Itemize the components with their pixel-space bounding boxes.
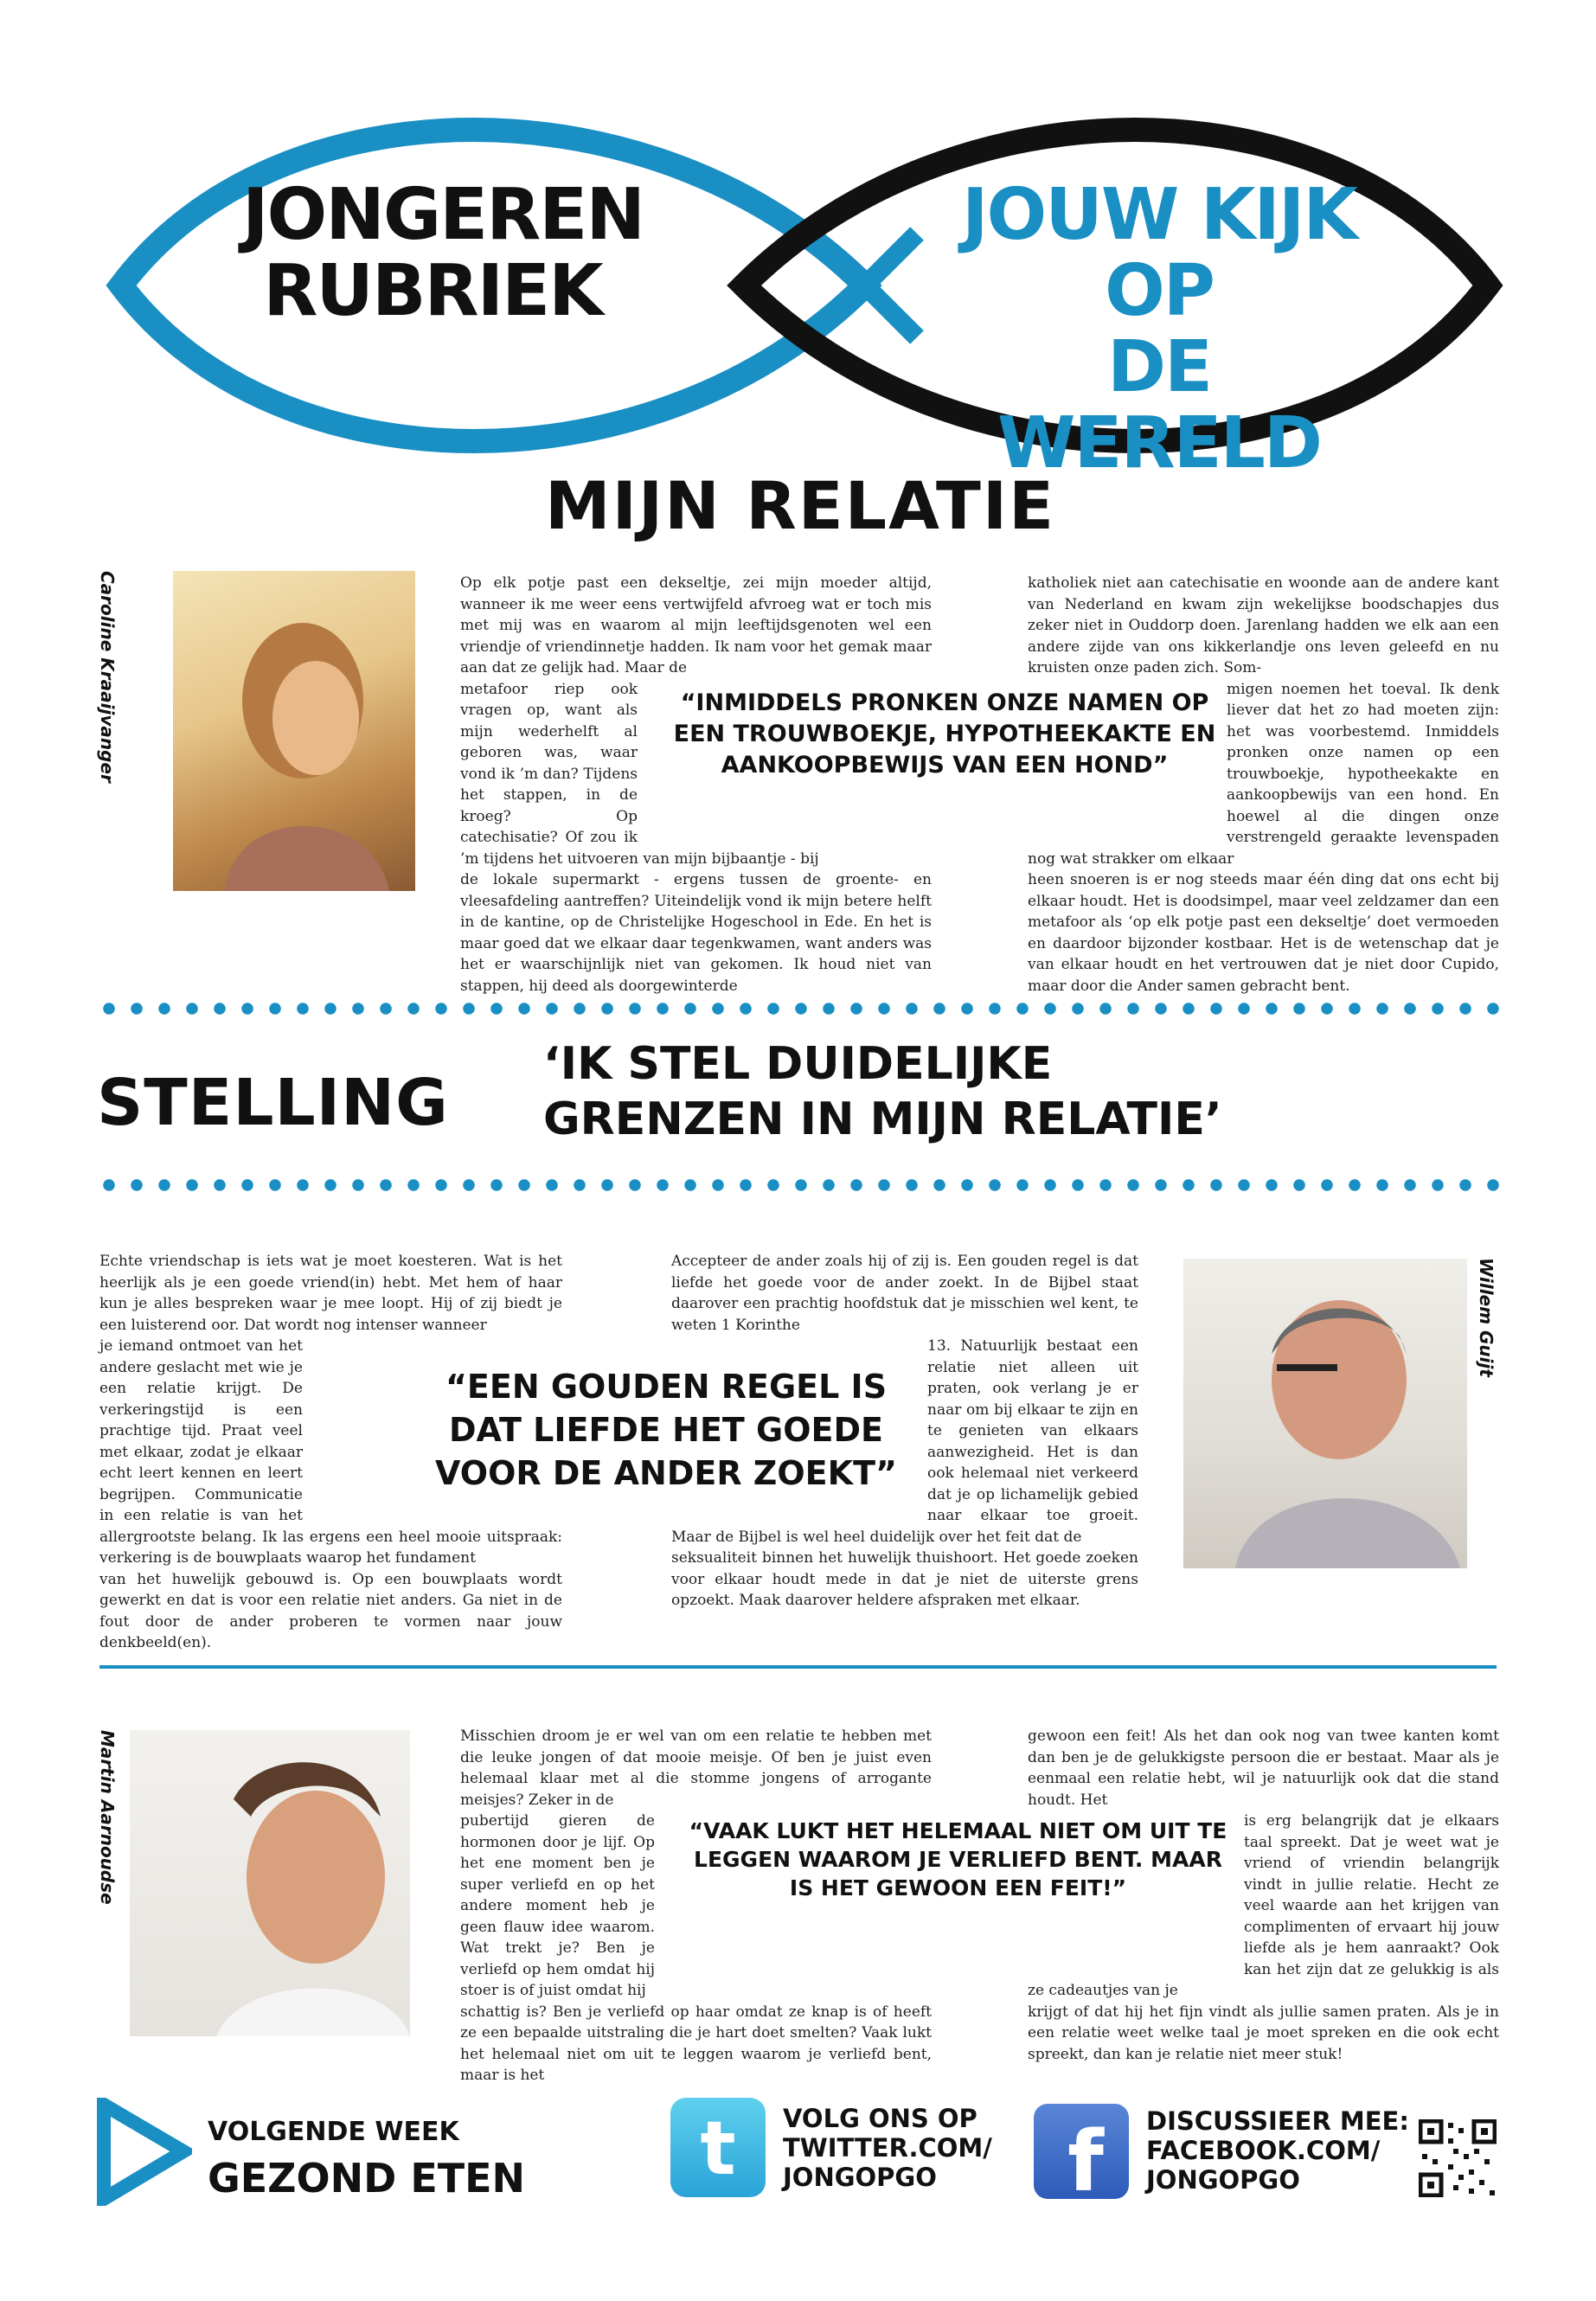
section2-col1-top: Echte vriendschap is iets wat je moet koesteren. Wat is het heerlijk als je een goede vriend(in) hebt. Met hem of haar kun je alles bespreken waar je mee loopt. Hij of zij biedt je een luisterend oor. Dat wordt nog intenser wanneer	[99, 1253, 562, 1334]
section2-col1-bottom: van het huwelijk gebouwd is. Op een bouwplaats wordt gewerkt en dat is voor een relatie niet anders. Ga niet in de fout door de ander proberen te vormen naar jouw denkbeeld(en).	[99, 1570, 562, 1651]
section2-col2-bottom: seksualiteit binnen het huwelijk thuishoort. Het goede zoeken voor elkaar houdt mede in dat je niet de uiterste grens opzoekt. Maak daarover heldere afspraken met elkaar.	[671, 1549, 1138, 1609]
section1-title: MIJN RELATIE	[544, 467, 1056, 544]
section3-author: Martin Aarnoudse	[97, 1730, 118, 1905]
twitter-link[interactable]	[783, 2104, 992, 2192]
section1-column-1	[460, 573, 932, 997]
section3-col1-bottom: schattig is? Ben je verliefd op haar omdat ze knap is of heeft ze een bepaalde uitstraling die je hart doet smelten? Vaak lukt het helemaal niet om uit te leggen waarom je verliefd bent, maar is het	[460, 2003, 932, 2084]
divider-dots-bottom	[95, 1178, 1505, 1192]
stelling-statement	[543, 1036, 1222, 1147]
header-left-title	[242, 174, 644, 332]
section3-photo	[130, 1730, 410, 2036]
facebook-line-2: FACEBOOK.COM/	[1146, 2136, 1381, 2165]
section1-pull-quote: “INMIDDELS PRONKEN ONZE NAMEN OP EEN TROUWBOEKJE, HYPOTHEEKAKTE EN AANKOOPBEWIJS VAN EEN HOND”	[673, 689, 1216, 779]
next-week-arrow-icon	[97, 2098, 192, 2206]
section1-col1-narrow: metafoor riep ook vragen op, want als mijn wederhelft al geboren was, waar vond ik ’m dan? Tijdens het stappen, in de kroeg? Op catechisatie? Of zou ik ’m tijdens het uitvoeren van mijn bijbaantje - bij	[460, 680, 819, 868]
twitter-line-1: VOLG ONS OP	[783, 2104, 977, 2133]
divider-dots-top	[95, 1002, 1505, 1016]
section1-photo	[173, 571, 415, 891]
section2-photo	[1183, 1259, 1467, 1568]
section3-pull-quote: “VAAK LUKT HET HELEMAAL NIET OM UIT TE LEGGEN WAAROM JE VERLIEFD BENT. MAAR IS HET GEWOON EEN FEIT!”	[689, 1818, 1227, 1900]
section1-col2-bottom: heen snoeren is er nog steeds maar één ding dat ons echt bij elkaar houdt. Het is doodsimpel, maar veel zeldzamer dan een metafoor als ‘op elk potje past een dekseltje’ doet vermoeden en daardoor bijzonder kostbaar. Het is de wetenschap dat je van elkaar houdt en het vertrouwen dat je niet door Cupido, maar door die Ander samen gebracht bent.	[1028, 871, 1499, 995]
header-right-title	[934, 174, 1384, 484]
section3-col2-top: gewoon een feit! Als het dan ook nog van twee kanten komt dan ben je de gelukkigste persoon die er bestaat. Maar als je eenmaal een relatie hebt, wil je natuurlijk ook dat die stand houdt. Het	[1028, 1727, 1499, 1809]
section3-col1-top: Misschien droom je er wel van om een relatie te hebben met die leuke jongen of dat mooie meisje. Of ben je juist even helemaal klaar met al die stomme jongens of arrogante meisjes? Zeker in de	[460, 1727, 932, 1809]
header-left-line-1: JONGEREN	[242, 174, 644, 256]
portrait-woman-icon	[173, 571, 415, 891]
facebook-icon[interactable]	[1034, 2104, 1129, 2199]
section1-col2-top: katholiek niet aan catechisatie en woonde aan de andere kant van Nederland en kwam zijn wekelijkse boodschapjes dus zeker niet in Ouddorp doen. Jarenlang hadden we elk aan een andere zijde van ons kikkerlandje ons leven geleefd en nu kruisten onze paden zich. Som-	[1028, 574, 1499, 676]
section3-column-1	[460, 1726, 932, 2086]
section3-col1-narrow: pubertijd gieren de hormonen door je lijf. Op het ene moment ben je super verliefd en op het andere moment heb je geen flauw idee waarom. Wat trekt je? Ben je verliefd op hem omdat hij stoer is of juist omdat hij	[460, 1812, 655, 1999]
header-right-line-2: DE WERELD	[997, 326, 1321, 484]
stelling-label: STELLING	[97, 1066, 449, 1140]
next-week-label: VOLGENDE WEEK	[208, 2117, 459, 2147]
section2-author: Willem Guijt	[1476, 1258, 1497, 1377]
section-divider-line	[99, 1665, 1497, 1669]
svg-text:t: t	[700, 2106, 736, 2192]
twitter-line-3: JONGOPGO	[783, 2163, 937, 2192]
facebook-line-3: JONGOPGO	[1146, 2165, 1300, 2195]
header-right-line-1: JOUW KIJK OP	[962, 174, 1356, 332]
section1-column-2	[1028, 573, 1499, 997]
facebook-link[interactable]	[1146, 2106, 1409, 2195]
section2-col2-top: Accepteer de ander zoals hij of zij is. Een gouden regel is dat liefde het goede voor de ander zoekt. In de Bijbel staat daarover een prachtig hoofdstuk dat je misschien wel kent, te weten 1 Korinthe	[671, 1253, 1138, 1334]
section3-col2-bottom: krijgt of dat hij het fijn vindt als jullie samen praten. Als je in een relatie weet welke taal je moet spreken en die ook echt spreekt, dan kan je relatie niet meer stuk!	[1028, 2003, 1499, 2063]
twitter-icon[interactable]	[670, 2098, 766, 2197]
section1-col1-top: Op elk potje past een dekseltje, zei mijn moeder altijd, wanneer ik me weer eens vertwijfeld afvroeg wat er toch mis met mij was en waarom al mijn leeftijdsgenoten wel een vriendje of vriendinnetje hadden. Ik nam voor het gemak maar aan dat ze gelijk had. Maar de	[460, 574, 932, 676]
portrait-man-glasses-icon	[1183, 1259, 1467, 1568]
section2-col2-narrow: 13. Natuurlijk bestaat een relatie niet alleen uit praten, ook verlang je er naar om bij elkaar te zijn en te genieten van elkaars aanwezigheid. Het is dan ook helemaal niet verkeerd dat je op lichamelijk gebied naar elkaar toe groeit. Maar de Bijbel is wel heel duidelijk over het feit dat de	[671, 1337, 1138, 1546]
portrait-young-man-icon	[130, 1730, 410, 2036]
section2-col1-narrow: je iemand ontmoet van het andere geslacht met wie je een relatie krijgt. De verkeringstijd is een prachtige tijd. Praat veel met elkaar, zodat je elkaar echt leert kennen en leert begrijpen. Communicatie in een relatie is van het allergrootste belang. Ik las ergens een heel mooie uitspraak: verkering is de bouwplaats waarop het fundament	[99, 1337, 562, 1567]
section1-author: Caroline Kraaijvanger	[97, 571, 118, 783]
svg-text:f: f	[1067, 2113, 1104, 2199]
section1-col2-narrow: migen noemen het toeval. Ik denk liever dat het zo had moeten zijn: het was voorbestemd. Inmiddels pronken onze namen op een trouwboekje, hypotheekakte en aankoopbewijs van een hond. En hoewel al die dingen onze verstrengeld geraakte levenspaden nog wat strakker om elkaar	[1028, 680, 1499, 868]
twitter-line-2: TWITTER.COM/	[783, 2133, 992, 2163]
section3-col2-narrow: is erg belangrijk dat je elkaars taal spreekt. Dat je weet wat je vriend of vriendin belangrijk vindt in jullie relatie. Hecht ze veel waarde aan het krijgen van complimenten of ervaart hij jouw liefde als je hem aanraakt? Ook kan het zijn dat ze gelukkig is als ze cadeautjes van je	[1028, 1812, 1499, 1999]
next-week-topic: GEZOND ETEN	[208, 2155, 526, 2202]
header-left-line-2: RUBRIEK	[263, 250, 602, 332]
stelling-line-1: ‘IK STEL DUIDELIJKE	[543, 1038, 1053, 1090]
stelling-line-2: GRENZEN IN MIJN RELATIE’	[543, 1093, 1222, 1145]
section2-pull-quote: “EEN GOUDEN REGEL IS DAT LIEFDE HET GOEDE VOOR DE ANDER ZOEKT”	[435, 1368, 897, 1492]
facebook-line-1: DISCUSSIEER MEE:	[1146, 2106, 1409, 2136]
section1-col1-bottom: de lokale supermarkt - ergens tussen de groente- en vleesafdeling aantreffen? Uiteindelijk vond ik mijn betere helft in de kantine, op de Christelijke Hogeschool in Ede. En het is maar goed dat we elkaar daar tegenkwamen, want anders was het er waarschijnlijk niet van gekomen. Ik houd niet van stappen, hij deed als doorgewinterde	[460, 871, 932, 995]
qr-code-icon[interactable]	[1419, 2119, 1497, 2197]
